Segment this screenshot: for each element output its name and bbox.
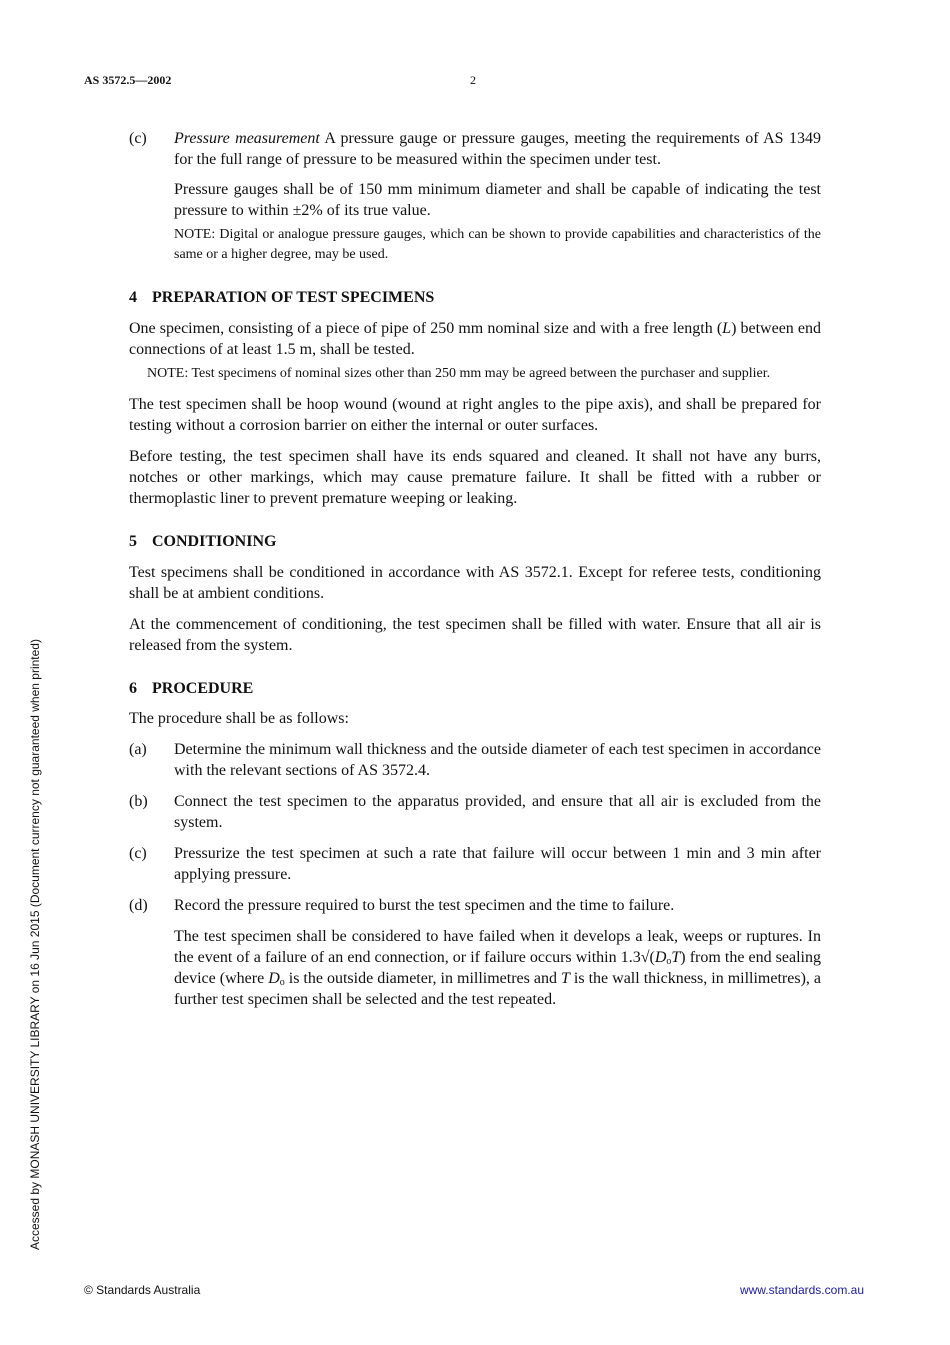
procedure-step-b [129, 791, 821, 833]
item-text: Connect the test specimen to the apparatus provided, and ensure that all air is excluded from the system. [174, 793, 821, 831]
specimen-note: NOTE: Test specimens of nominal sizes other than 250 mm may be agreed between the purchaser and supplier. [147, 366, 771, 381]
variable-L: L [722, 320, 732, 337]
text-run: is the wall thickness, in millimetres), a further test specimen shall be selected and the test repeated. [174, 970, 822, 1008]
section-title: PROCEDURE [152, 680, 254, 697]
failure-criteria-paragraph [174, 926, 821, 1010]
section-number: 4 [129, 289, 137, 306]
variable-T: T [671, 949, 681, 966]
procedure-intro: The procedure shall be as follows: [129, 710, 349, 727]
gauge-note: NOTE: Digital or analogue pressure gauges, which can be shown to provide capabilities and characteristics of the same or a higher degree, may be used. [174, 227, 821, 262]
specimen-paragraph [129, 318, 821, 360]
item-text: Pressurize the test specimen at such a rate that failure will occur between 1 min and 3 min after applying pressure. [174, 845, 821, 883]
item-term: Pressure measurement [174, 130, 320, 147]
item-label: (d) [129, 897, 148, 914]
section-heading-6 [129, 678, 821, 699]
section-number: 6 [129, 680, 137, 697]
text-run: ) from the end sealing device (where [174, 949, 821, 987]
section-heading-4 [129, 287, 821, 308]
item-3c-pressure-measurement [129, 128, 821, 170]
text-run: ) between end connections of at least 1.5 m, shall be tested. [129, 320, 821, 358]
section-title: PREPARATION OF TEST SPECIMENS [152, 289, 435, 306]
section-heading-5 [129, 531, 821, 552]
subscript-o: o [279, 977, 285, 988]
procedure-step-c [129, 843, 821, 885]
hoop-wound-paragraph: The test specimen shall be hoop wound (wound at right angles to the pipe axis), and shall be prepared for testing without a corrosion barrier on either the internal or outer surfaces. [129, 396, 821, 434]
before-testing-paragraph: Before testing, the test specimen shall have its ends squared and cleaned. It shall not have any burrs, notches or other markings, which may cause premature failure. It shall be fitted with a rubber or thermoplastic liner to prevent premature weeping or leaking. [129, 448, 821, 507]
gauge-size-paragraph: Pressure gauges shall be of 150 mm minimum diameter and shall be capable of indicating the test pressure to within ±2% of its true value. [174, 181, 821, 219]
page-number: 2 [470, 73, 476, 87]
item-body-text: A pressure gauge or pressure gauges, meeting the requirements of AS 1349 for the full range of pressure to be measured within the specimen under test. [174, 130, 821, 168]
procedure-step-d [129, 895, 821, 916]
item-label: (c) [129, 845, 147, 862]
document-body [129, 128, 821, 1010]
variable-D: D [268, 970, 280, 987]
item-label: (c) [129, 130, 147, 147]
conditioning-paragraph-2: At the commencement of conditioning, the test specimen shall be filled with water. Ensure that all air is released from the system. [129, 616, 821, 654]
copyright-notice: © Standards Australia [84, 1283, 201, 1297]
text-run: The test specimen shall be considered to have failed when it develops a leak, weeps or ruptures. In the event of a failure of an end connection, or if failure occurs within 1.3√( [174, 928, 821, 966]
access-watermark: Accessed by MONASH UNIVERSITY LIBRARY on 16 Jun 2015 (Document currency not guaranteed when printed) [28, 639, 42, 1250]
item-label: (a) [129, 741, 147, 758]
section-number: 5 [129, 533, 137, 550]
text-run: One specimen, consisting of a piece of pipe of 250 mm nominal size and with a free length ( [129, 320, 723, 337]
item-text [174, 128, 821, 170]
subscript-o: o [666, 956, 672, 967]
item-text: Record the pressure required to burst the test specimen and the time to failure. [174, 897, 675, 914]
item-text: Determine the minimum wall thickness and the outside diameter of each test specimen in accordance with the relevant sections of AS 3572.4. [174, 741, 821, 779]
variable-D: D [654, 949, 667, 966]
section-title: CONDITIONING [152, 533, 277, 550]
item-label: (b) [129, 793, 148, 810]
procedure-step-a [129, 739, 821, 781]
website-link[interactable]: www.standards.com.au [739, 1283, 864, 1297]
conditioning-paragraph-1: Test specimens shall be conditioned in accordance with AS 3572.1. Except for referee tests, conditioning shall be at ambient conditions. [129, 564, 821, 602]
standard-number: AS 3572.5—2002 [84, 73, 172, 87]
text-run: is the outside diameter, in millimetres and [284, 970, 561, 987]
variable-T: T [561, 970, 570, 987]
